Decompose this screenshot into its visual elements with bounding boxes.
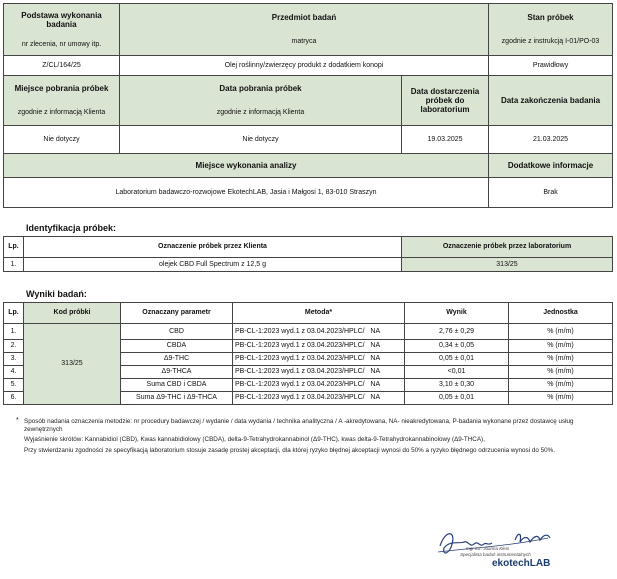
wyniki-metoda: PB-CL-1:2023 wyd.1 z 03.04.2023/HPLC/	[235, 355, 365, 362]
data-pobrania-value: Nie dotyczy	[120, 126, 402, 154]
identyfikacja-lab-header: Oznaczenie próbek przez laboratorium	[402, 237, 613, 258]
wyniki-status: NA	[370, 381, 381, 388]
wyniki-param: Suma Δ9-THC i Δ9-THCA	[121, 392, 233, 405]
stan-value: Prawidłowy	[489, 56, 613, 76]
signature-name: mgr inż. Joanna Klein	[466, 546, 510, 551]
wyniki-param: Δ9-THCA	[121, 366, 233, 379]
wyniki-table	[3, 302, 613, 405]
footnote-star: *	[16, 417, 19, 424]
wyniki-metoda-cell	[233, 366, 405, 379]
wyniki-metoda: PB-CL-1:2023 wyd.1 z 03.04.2023/HPLC/	[235, 368, 365, 375]
miejsce-analizy-label: Miejsce wykonania analizy	[4, 154, 489, 178]
stan-sub: zgodnie z instrukcją I-01/PO-03	[501, 38, 600, 45]
wyniki-param: Δ9-THC	[121, 353, 233, 366]
data-pobrania-sub: zgodnie z informacją Klienta	[216, 109, 305, 116]
wyniki-status: NA	[370, 342, 381, 349]
wyniki-wynik: 2,76 ± 0,29	[405, 324, 509, 340]
podstawa-label: Podstawa wykonania badania	[21, 10, 102, 29]
wyniki-wynik: 3,10 ± 0,30	[405, 379, 509, 392]
identyfikacja-klient: olejek CBD Full Spectrum z 12,5 g	[24, 258, 402, 272]
note-method: Sposób nadania oznaczenia metodzie: nr procedury badawczej / wydanie / data wydania / technika analityczna / A -akredytowana, NA- nieakredytowana, P-badania wykonane przez dostawcę usług zewnętrznych	[24, 418, 574, 433]
data-pobrania-header-cell	[120, 76, 402, 126]
wyniki-status: NA	[370, 394, 381, 401]
wyniki-wynik: 0,05 ± 0,01	[405, 353, 509, 366]
wyniki-status: NA	[370, 355, 381, 362]
notes-block	[24, 418, 599, 457]
wyniki-status: NA	[370, 327, 381, 335]
wyniki-param: Suma CBD i CBDA	[121, 379, 233, 392]
wyniki-title: Wyniki badań:	[26, 289, 87, 299]
wyniki-jedn: % (m/m)	[509, 392, 613, 405]
podstawa-sub: nr zlecenia, nr umowy itp.	[21, 40, 102, 48]
data-pobrania-label: Data pobrania próbek	[219, 84, 302, 93]
identyfikacja-lp-header: Lp.	[4, 237, 24, 258]
dodatkowe-label: Dodatkowe informacje	[489, 154, 613, 178]
table-row	[4, 324, 613, 340]
przedmiot-sub: matryca	[291, 38, 317, 45]
miejsce-pobrania-label: Miejsce pobrania próbek	[14, 84, 109, 93]
wyniki-jedn: % (m/m)	[509, 379, 613, 392]
wyniki-lp: 6.	[4, 392, 24, 405]
wyniki-jedn-header: Jednostka	[509, 303, 613, 324]
wyniki-wynik: <0,01	[405, 366, 509, 379]
note-abbrev: Wyjaśnienie skrótów: Kannabidiol (CBD), Kwas kannabidiolowy (CBDA), delta-9-Tetrahydrokannabinol (Δ9-THC), kwas delta-9-Tetrahydrokannabinolowy (Δ9-THCA),	[24, 436, 485, 443]
wyniki-metoda-cell	[233, 379, 405, 392]
miejsce-analizy-value: Laboratorium badawczo-rozwojowe EkotechLAB, Jasia i Małgosi 1, 83-010 Straszyn	[4, 178, 489, 208]
wyniki-lp: 5.	[4, 379, 24, 392]
wyniki-metoda-cell	[233, 324, 405, 340]
wyniki-metoda: PB-CL-1:2023 wyd.1 z 03.04.2023/HPLC/	[235, 327, 365, 335]
data-dostarczenia-label: Data dostarczenia próbek do laboratorium	[402, 76, 489, 126]
data-dostarczenia-value: 19.03.2025	[402, 126, 489, 154]
wyniki-jedn: % (m/m)	[509, 353, 613, 366]
data-zakonczenia-label: Data zakończenia badania	[489, 76, 613, 126]
miejsce-pobrania-header-cell	[4, 76, 120, 126]
wyniki-metoda: PB-CL-1:2023 wyd.1 z 03.04.2023/HPLC/	[235, 381, 365, 388]
wyniki-kod-header: Kod próbki	[24, 303, 121, 324]
wyniki-wynik: 0,05 ± 0,01	[405, 392, 509, 405]
wyniki-metoda-header: Metoda*	[233, 303, 405, 324]
ekotechlab-logo: ekotechLAB	[492, 558, 551, 569]
wyniki-status: NA	[370, 368, 381, 375]
wyniki-param: CBD	[121, 324, 233, 340]
wyniki-kod: 313/25	[24, 324, 121, 405]
wyniki-lp: 1.	[4, 324, 24, 340]
header-table	[3, 3, 613, 208]
wyniki-jedn: % (m/m)	[509, 366, 613, 379]
identyfikacja-table	[3, 236, 613, 272]
miejsce-pobrania-value: Nie dotyczy	[4, 126, 120, 154]
wyniki-metoda-cell	[233, 392, 405, 405]
identyfikacja-klient-header: Oznaczenie próbek przez Klienta	[24, 237, 402, 258]
przedmiot-label: Przedmiot badań	[271, 13, 337, 22]
przedmiot-header-cell	[120, 4, 489, 56]
data-zakonczenia-value: 21.03.2025	[489, 126, 613, 154]
signature-role: Specjalista badań instrumentalnych	[460, 552, 531, 557]
identyfikacja-lp: 1.	[4, 258, 24, 272]
wyniki-param-header: Oznaczany parametr	[121, 303, 233, 324]
przedmiot-value: Olej roślinny/zwierzęcy produkt z dodatkiem konopi	[120, 56, 489, 76]
wyniki-wynik-header: Wynik	[405, 303, 509, 324]
wyniki-lp: 2.	[4, 340, 24, 353]
identyfikacja-title: Identyfikacja próbek:	[26, 223, 117, 233]
wyniki-metoda: PB-CL-1:2023 wyd.1 z 03.04.2023/HPLC/	[235, 394, 365, 401]
wyniki-lp-header: Lp.	[4, 303, 24, 324]
stan-header-cell	[489, 4, 613, 56]
wyniki-jedn: % (m/m)	[509, 340, 613, 353]
wyniki-metoda: PB-CL-1:2023 wyd.1 z 03.04.2023/HPLC/	[235, 342, 365, 349]
wyniki-wynik: 0,34 ± 0,05	[405, 340, 509, 353]
wyniki-metoda-cell	[233, 340, 405, 353]
wyniki-param: CBDA	[121, 340, 233, 353]
identyfikacja-lab: 313/25	[402, 258, 613, 272]
podstawa-header-cell	[4, 4, 120, 56]
wyniki-jedn: % (m/m)	[509, 324, 613, 340]
wyniki-lp: 3.	[4, 353, 24, 366]
wyniki-lp: 4.	[4, 366, 24, 379]
note-acceptance: Przy stwierdzaniu zgodności ze specyfikacją laboratorium stosuje zasadę prostej akceptacji, dla której ryzyko błędnej akceptacji wynosi do 50% a ryzyko błędnego odrzucenia wynosi do 50%.	[24, 446, 555, 454]
wyniki-metoda-cell	[233, 353, 405, 366]
dodatkowe-value: Brak	[489, 178, 613, 208]
podstawa-value: Z/CL/164/25	[4, 56, 120, 76]
miejsce-pobrania-sub: zgodnie z informacją Klienta	[17, 109, 106, 116]
table-row	[4, 258, 613, 272]
stan-label: Stan próbek	[527, 13, 574, 22]
